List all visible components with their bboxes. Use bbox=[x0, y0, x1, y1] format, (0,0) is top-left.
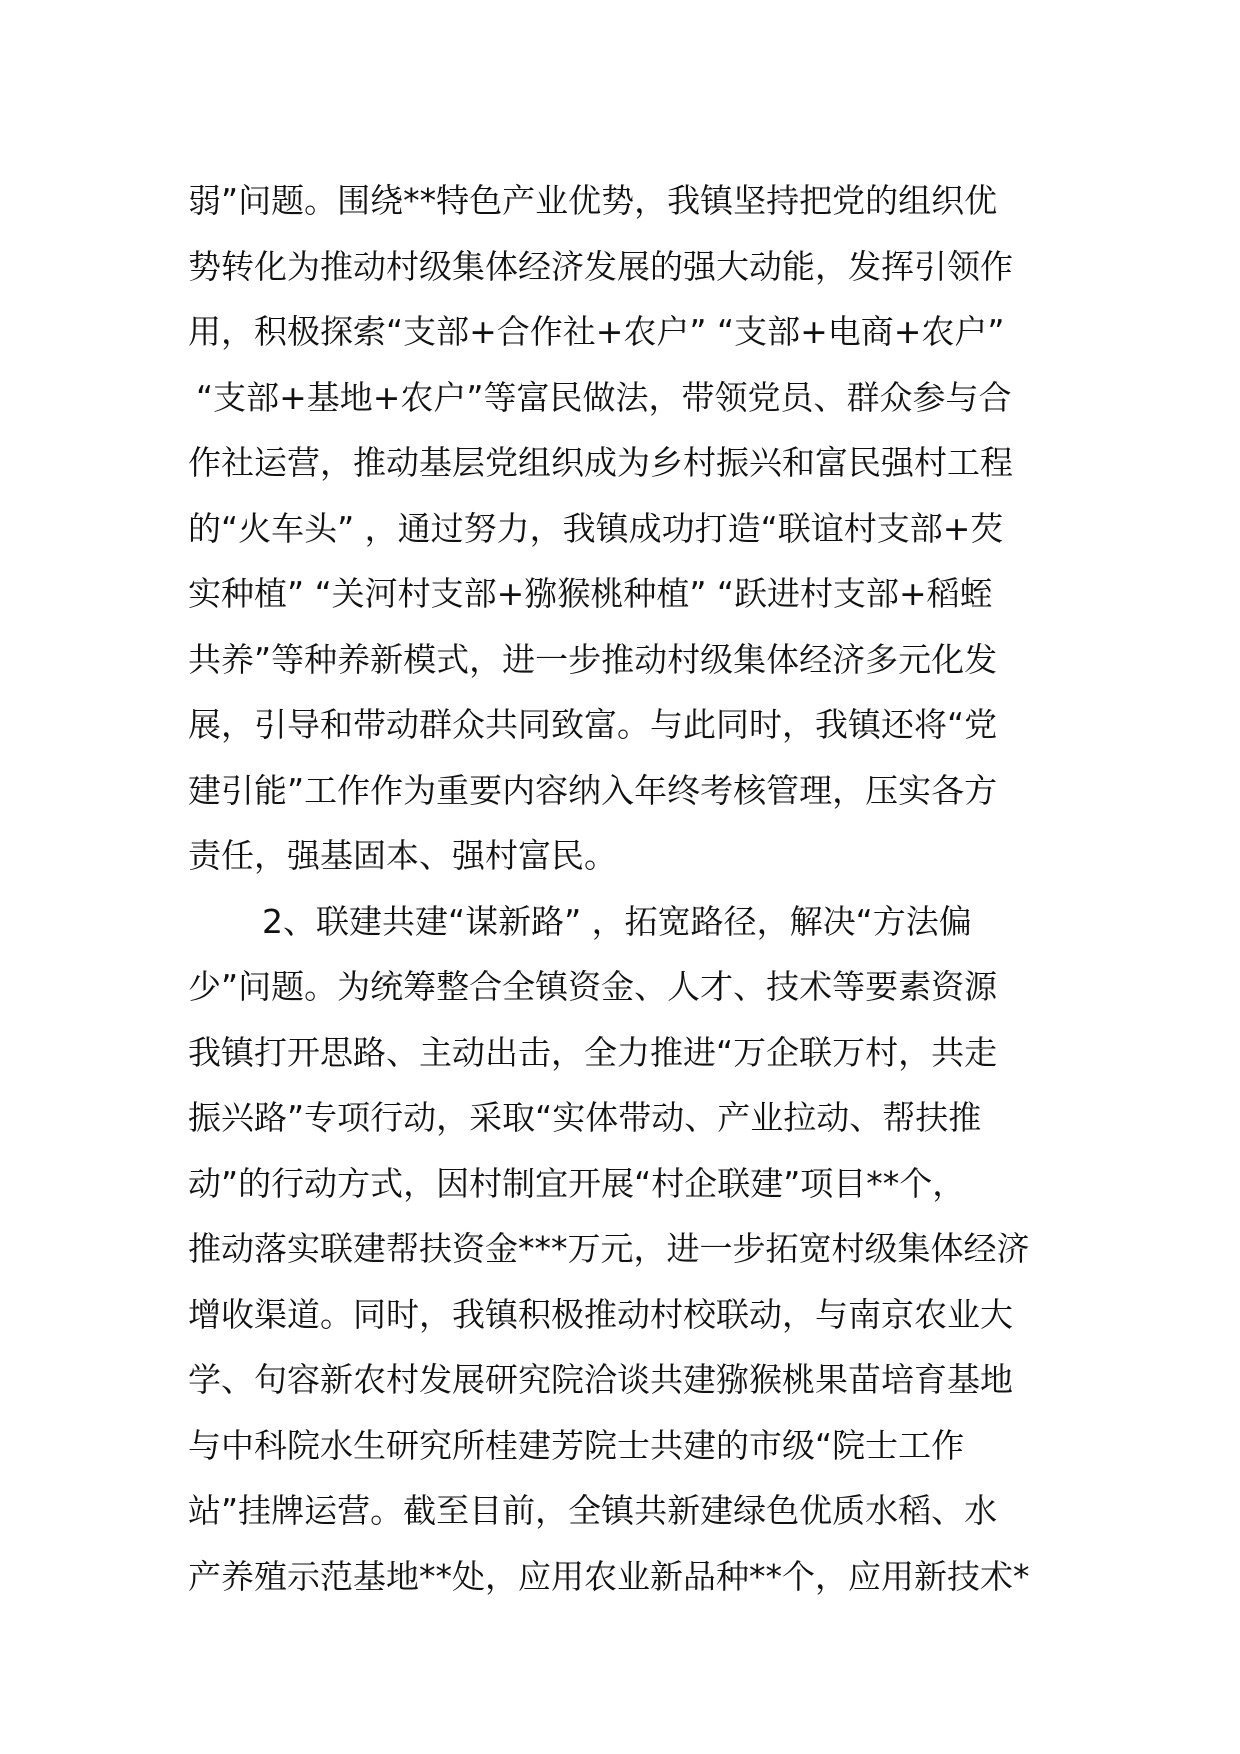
text-line: 势转化为推动村级集体经济发展的强大动能，发挥引领作 bbox=[188, 246, 1013, 286]
text-line: 的“火车头” ，通过努力，我镇成功打造“联谊村支部+芡 bbox=[188, 508, 1004, 548]
text-line: 我镇打开思路、主动出击，全力推进“万企联万村，共走 bbox=[188, 1032, 998, 1072]
body-text bbox=[188, 168, 1058, 1609]
text-line: 动”的行动方式，因村制宜开展“村企联建”项目**个， bbox=[188, 1163, 966, 1203]
text-line: 弱”问题。围绕**特色产业优势，我镇坚持把党的组织优 bbox=[188, 181, 998, 220]
text-line: “支部+基地+农户”等富民做法，带领党员、群众参与合 bbox=[196, 377, 1012, 417]
text-line: 用，积极探索“支部+合作社+农户” “支部+电商+农户” bbox=[188, 312, 1005, 351]
text-line: 建引能”工作作为重要内容纳入年终考核管理，压实各方 bbox=[188, 770, 998, 810]
text-line: 与中科院水生研究所桂建芳院士共建的市级“院士工作 bbox=[188, 1425, 965, 1465]
text-line: 实种植” “关河村支部+猕猴桃种植” “跃进村支部+稻蛭 bbox=[188, 574, 993, 613]
text-line: 共养”等种养新模式，进一步推动村级集体经济多元化发 bbox=[188, 639, 998, 679]
text-line: 增收渠道。同时，我镇积极推动村校联动，与南京农业大 bbox=[188, 1294, 1013, 1334]
text-line: 少”问题。为统筹整合全镇资金、人才、技术等要素资源 bbox=[188, 967, 998, 1006]
text-line: 学、句容新农村发展研究院洽谈共建猕猴桃果苗培育基地 bbox=[188, 1360, 1013, 1399]
text-line: 推动落实联建帮扶资金***万元，进一步拓宽村级集体经济 bbox=[188, 1229, 1030, 1268]
section-heading-line: 2、联建共建“谋新路” ，拓宽路径，解决“方法偏 bbox=[262, 901, 972, 941]
text-line: 站”挂牌运营。截至目前，全镇共新建绿色优质水稻、水 bbox=[188, 1491, 998, 1530]
text-line: 振兴路”专项行动，采取“实体带动、产业拉动、帮扶推 bbox=[188, 1098, 982, 1137]
text-line: 展，引导和带动群众共同致富。与此同时，我镇还将“党 bbox=[188, 705, 998, 744]
text-line: 作社运营，推动基层党组织成为乡村振兴和富民强村工程 bbox=[188, 443, 1013, 482]
text-line: 责任，强基固本、强村富民。 bbox=[188, 836, 617, 875]
text-line: 产养殖示范基地**处，应用农业新品种**个，应用新技术* bbox=[188, 1556, 1030, 1596]
